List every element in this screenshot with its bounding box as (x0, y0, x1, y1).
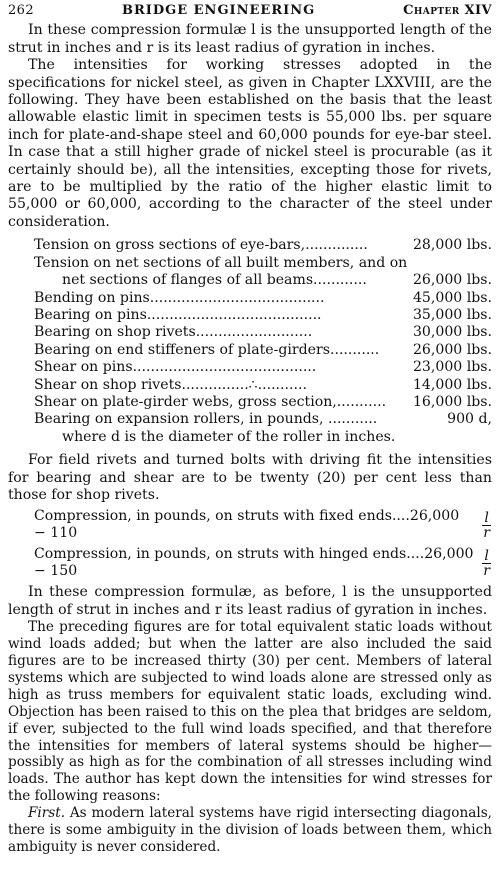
spec-row (34, 377, 492, 394)
fraction-numerator: l (484, 509, 489, 526)
spec-row (34, 411, 492, 428)
fraction-denominator: r (483, 524, 490, 541)
spec-row (34, 429, 492, 446)
formula-text: Compression, in pounds, on struts with fixed ends....26,000 − 110 (34, 507, 460, 542)
spec-label: Bearing on pins....................................... (34, 306, 322, 323)
paragraph-3: For field rivets and turned bolts with driving fit the intensities for bearing and shear are to be twenty (20) per cent less than those for shop rivets. (8, 452, 492, 503)
running-header (8, 2, 492, 19)
spec-row (34, 237, 492, 254)
fraction (481, 549, 492, 578)
paragraph-6 (8, 805, 492, 856)
spec-value: 26,000 lbs. (412, 341, 492, 358)
spec-row (34, 255, 492, 272)
spec-label: Shear on plate-girder webs, gross section,........... (34, 393, 387, 410)
spec-value: 28,000 lbs. (412, 237, 492, 254)
spec-row (34, 290, 492, 307)
spec-label: Bearing on expansion rollers, in pounds, ........... (34, 411, 378, 428)
spec-value: 30,000 lbs. (412, 324, 492, 341)
spec-label: net sections of flanges of all beams............ (62, 272, 367, 289)
paragraph-lead: First. (28, 805, 66, 822)
book-title: BRIDGE ENGINEERING (121, 3, 316, 18)
spec-value: 26,000 lbs. (412, 272, 492, 289)
spec-value: 45,000 lbs. (412, 289, 492, 306)
spec-value: 16,000 lbs. (412, 393, 492, 410)
formula-hinged-ends (34, 546, 492, 580)
spec-value: 900 d, (447, 411, 492, 428)
spec-label: Tension on gross sections of eye-bars,.............. (34, 237, 368, 254)
chapter-label: Chapter XIV (403, 3, 492, 18)
paragraph-4: In these compression formulæ, as before, l is the unsupported length of strut in inches and r its least radius of gyration in inches. (8, 584, 492, 618)
spec-value: 23,000 lbs. (412, 359, 492, 376)
spec-row (34, 394, 492, 411)
formula-fixed-ends (34, 508, 492, 542)
page-number: 262 (8, 3, 35, 18)
stress-intensity-list (34, 237, 492, 446)
spec-row (34, 272, 492, 289)
spec-label: where d is the diameter of the roller in inches. (62, 428, 396, 445)
spec-row (34, 359, 492, 376)
spec-label: Tension on net sections of all built members, and on (34, 254, 408, 271)
spec-label: Shear on pins......................................... (34, 359, 317, 376)
spec-label: Bearing on end stiffeners of plate-girders........... (34, 341, 380, 358)
fraction-numerator: l (484, 547, 489, 564)
paragraph-5: The preceding figures are for total equivalent static loads without wind loads added; but when the latter are also included the said figures are to be increased thirty (30) per cent. Members of lateral systems which are subjected to wind loads alone are stressed only as high as truss members for equivalent static loads, excluding wind. Objection has been raised to this on the plea that bridges are seldom, if ever, subjected to the full wind loads specified, and that therefore the intensities for members of lateral systems should be higher—possibly as high as for the combination of all stresses including wind loads. The author has kept down the intensities for wind stresses for the following reasons: (8, 619, 492, 805)
spec-row (34, 342, 492, 359)
spec-value: 35,000 lbs. (412, 306, 492, 323)
spec-label: Bending on pins....................................... (34, 289, 325, 306)
paragraph-2: The intensities for working stresses adopted in the specifications for nickel steel, as given in Chapter LXXVIII, are the following. They have been established on the basis that the least allowable elastic limit in specimen tests is 55,000 lbs. per square inch for plate-and-shape steel and 60,000 pounds for eye-bar steel. In case that a still higher grade of nickel steel is procurable (as it certainly should be), all the intensities, excepting those for rivets, are to be multiplied by the ratio of the higher elastic limit to 55,000 or 60,000, according to the character of the steel under consideration. (8, 57, 492, 230)
spec-row (34, 324, 492, 341)
fraction (481, 511, 492, 540)
fraction-denominator: r (483, 562, 490, 579)
formula-text: Compression, in pounds, on struts with hinged ends....26,000 − 150 (34, 545, 474, 580)
spec-label: Bearing on shop rivets.......................... (34, 324, 313, 341)
paragraph-1: In these compression formulæ l is the unsupported length of the strut in inches and r is its least radius of gyration in inches. (8, 22, 492, 56)
spec-label: Shear on shop rivets...............∴........... (34, 376, 307, 393)
paragraph-body: As modern lateral systems have rigid intersecting diagonals, there is some ambiguity in the division of loads between them, which ambiguity is never considered. (8, 805, 492, 855)
spec-row (34, 307, 492, 324)
spec-value: 14,000 lbs. (412, 376, 492, 393)
